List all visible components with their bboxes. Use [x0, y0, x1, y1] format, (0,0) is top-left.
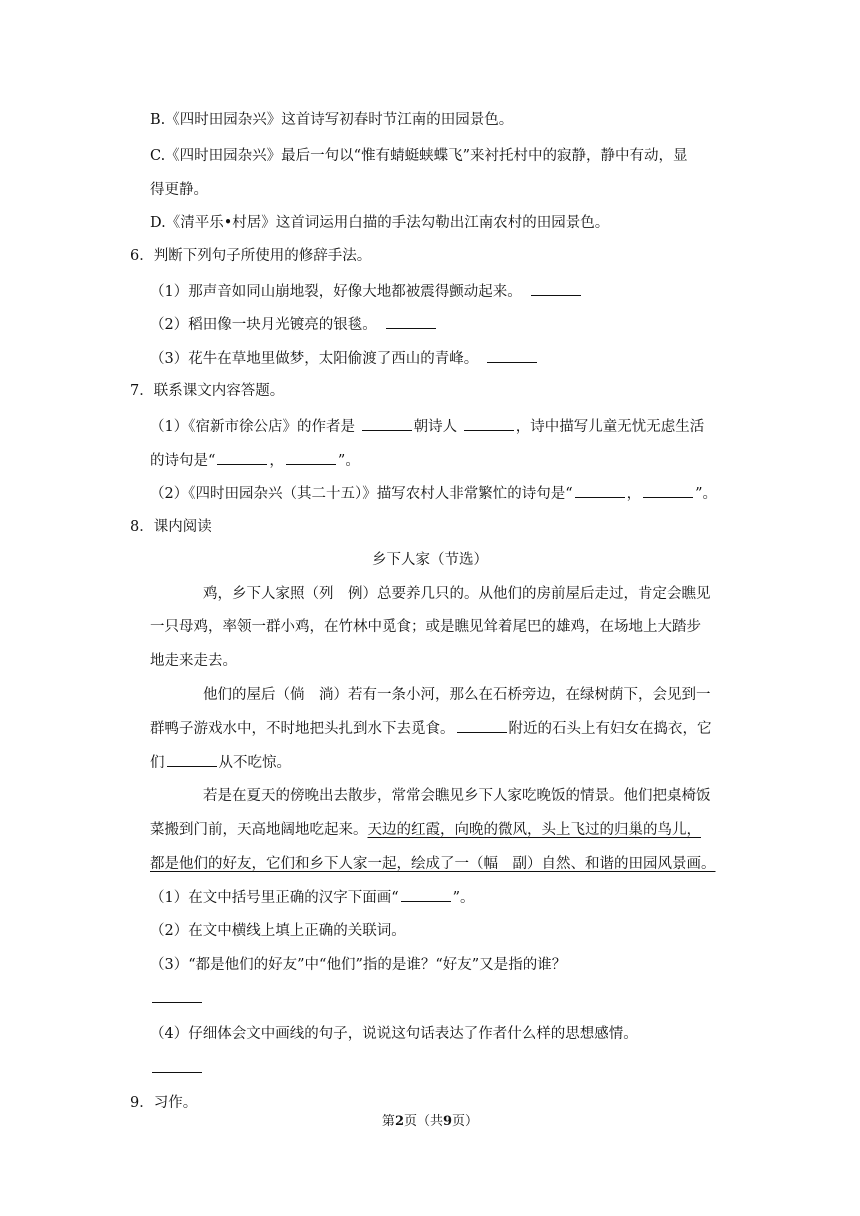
question-9-title: 9．习作。 — [130, 1095, 198, 1111]
answer-blank[interactable] — [487, 348, 537, 363]
passage-para3-line1: 若是在夏天的傍晚出去散步，常常会瞧见乡下人家吃晚饭的情景。他们把桌椅饭 — [203, 788, 711, 804]
subquestion-1: （1）在文中括号里正确的汉字下面画“ ”。 — [150, 887, 475, 908]
answer-blank[interactable] — [457, 718, 507, 733]
answer-blank[interactable] — [464, 416, 514, 431]
question-6-item-2: （2）稻田像一块月光镀亮的银毯。 — [150, 314, 438, 335]
subquestion-2: （2）在文中横线上填上正确的关联词。 — [150, 923, 406, 939]
page-footer: 第2页（共9页） — [381, 1114, 479, 1129]
passage-para2-line1: 他们的屋后（倘 淌）若有一条小河，那么在石桥旁边，在绿树荫下，会见到一 — [203, 687, 711, 703]
passage-para1-line3: 地走来走去。 — [150, 653, 237, 669]
answer-blank[interactable] — [531, 281, 581, 296]
question-7-item-2: （2）《四时田园杂兴（其二十五）》描写农村人非常繁忙的诗句是“ ， ”。 — [150, 483, 717, 504]
option-c-line2: 得更静。 — [150, 182, 208, 198]
subquestion-4: （4）仔细体会文中画线的句子，说说这句话表达了作者什么样的思想感情。 — [150, 1026, 638, 1042]
passage-para2-line2: 群鸭子游戏水中，不时地把头扎到水下去觅食。 附近的石头上有妇女在捣衣，它 — [150, 718, 712, 739]
answer-blank[interactable] — [401, 887, 451, 902]
answer-blank[interactable] — [362, 416, 412, 431]
question-7-item-1-line1: （1）《宿新市徐公店》的作者是 朝诗人 ，诗中描写儿童无忧无虑生活 — [150, 416, 704, 437]
subquestion-4-answer — [150, 1058, 204, 1079]
question-6-title: 6．判断下列句子所使用的修辞手法。 — [130, 248, 372, 264]
answer-blank[interactable] — [286, 450, 336, 465]
answer-blank[interactable] — [217, 450, 267, 465]
question-6-item-3: （3）花牛在草地里做梦，太阳偷渡了西山的青峰。 — [150, 348, 539, 369]
passage-para3-line2: 菜搬到门前，天高地阔地吃起来。天边的红霞，向晚的微风，头上飞过的归巢的鸟儿， — [150, 822, 701, 838]
passage-title: 乡下人家（节选） — [372, 552, 488, 568]
option-d: D.《清平乐•村居》这首词运用白描的手法勾勒出江南农村的田园景色。 — [150, 215, 610, 231]
question-8-title: 8．课内阅读 — [130, 519, 212, 535]
question-6-item-1: （1）那声音如同山崩地裂，好像大地都被震得颤动起来。 — [150, 281, 583, 302]
question-7-item-1-line2: 的诗句是“ ， ”。 — [150, 450, 360, 471]
question-7-title: 7．联系课文内容答题。 — [130, 383, 285, 399]
answer-blank[interactable] — [152, 1058, 202, 1073]
option-c-line1: C.《四时田园杂兴》最后一句以“惟有蜻蜓蛱蝶飞”来衬托村中的寂静，静中有动，显 — [150, 148, 688, 164]
passage-para2-line3: 们 从不吃惊。 — [150, 752, 291, 773]
passage-para1-line2: 一只母鸡，率领一群小鸡，在竹林中觅食；或是瞧见耸着尾巴的雄鸡，在场地上大踏步 — [150, 619, 701, 635]
answer-blank[interactable] — [575, 483, 625, 498]
answer-blank[interactable] — [152, 988, 202, 1003]
option-b: B.《四时田园杂兴》这首诗写初春时节江南的田园景色。 — [150, 112, 514, 128]
underlined-sentence: 天边的红霞，向晚的微风，头上飞过的归巢的鸟儿， — [367, 822, 701, 838]
answer-blank[interactable] — [643, 483, 693, 498]
subquestion-3-answer — [150, 988, 204, 1009]
answer-blank[interactable] — [386, 314, 436, 329]
passage-para1-line1: 鸡，乡下人家照（列 例）总要养几只的。从他们的房前屋后走过，肯定会瞧见 — [203, 586, 711, 602]
passage-para3-line3: 都是他们的好友，它们和乡下人家一起，绘成了一（幅 副）自然、和谐的田园风景画。 — [150, 856, 716, 872]
answer-blank[interactable] — [167, 752, 217, 767]
subquestion-3: （3）“都是他们的好友”中“他们”指的是谁？“好友”又是指的谁？ — [150, 957, 567, 973]
